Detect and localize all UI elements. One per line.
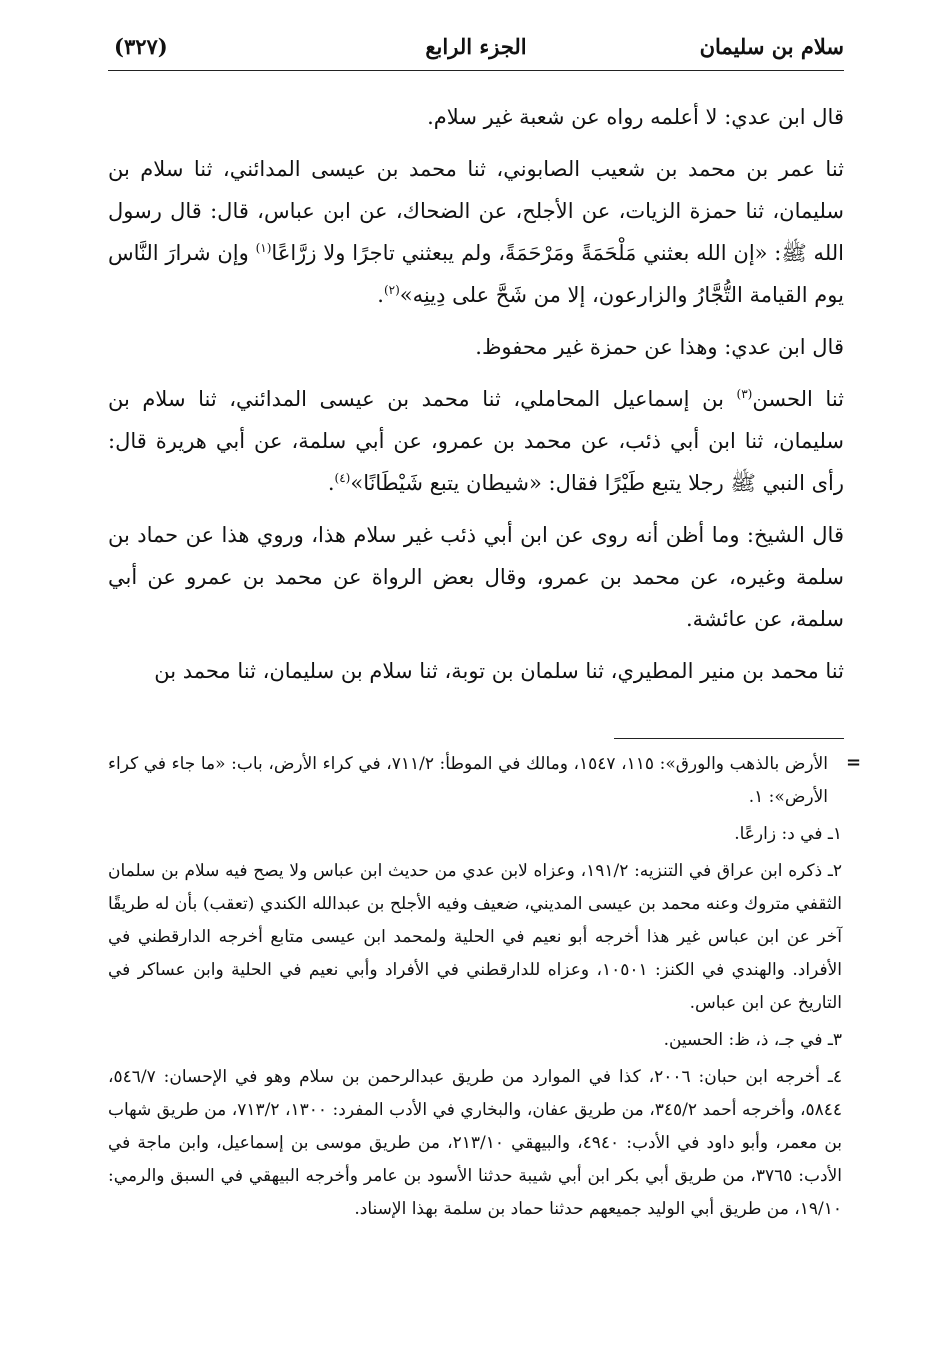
footnote-continuation-marker: = — [846, 752, 862, 773]
footnote-ref-3: (٣) — [736, 387, 753, 401]
paragraph-1: قال ابن عدي: لا أعلمه رواه عن شعبة غير سلام. — [427, 105, 844, 129]
paragraph-5: قال الشيخ: وما أظن أنه روى عن ابن أبي ذئب غير سلام هذا، وروي هذا عن حماد بن سلمة وغيره، عن محمد بن عمرو، وقال بعض الرواة عن محمد بن عمرو عن أبي سلمة، عن عائشة. — [108, 523, 844, 631]
footnote-separator — [614, 738, 844, 739]
paragraph-2 — [108, 148, 844, 316]
paragraph-6: ثنا محمد بن منير المطيري، ثنا سلمان بن توبة، ثنا سلام بن سليمان، ثنا محمد بن — [154, 659, 844, 683]
footnote-ref-1: (١) — [255, 241, 272, 255]
header-rule — [108, 70, 844, 71]
footnote-4: ٤ـ أخرجه ابن حبان: ٢٠٠٦، كذا في الموارد من طريق عبدالرحمن بن سلام وهو في الإحسان: ٥٤٦/٧، ٥٨٤٤، وأخرجه أحمد ٣٤٥/٢، من طريق عفان، والبخاري في الأدب المفرد: ١٣٠٠، ٧١٣/٢، من طريق شهاب بن معمر، وأبو داود في الأدب: ٤٩٤٠، والبيهقي ٢١٣/١٠، من طريق موسى بن إسماعيل، وابن ماجة في الأدب: ٣٧٦٥، من طريق أبي بكر ابن أبي شيبة حدثنا الأسود بن عامر وأخرجه البيهقي في السبق والرمي: ١٩/١٠، من طريق أبي الوليد جميعهم حدثنا حماد بن سلمة بهذا الإسناد. — [108, 1067, 842, 1219]
paragraph-2-text-b: وإن شرارَ النَّاس يوم القيامة التُّجَّارُ والزارعون، إلا من شَحَّ على دِينِه» — [108, 241, 844, 307]
footnote-2: ٢ـ ذكره ابن عراق في التنزيه: ١٩١/٢، وعزاه لابن عدي من حديث ابن عباس ولا يصح فيه سلام بن سلمان الثقفي متروك وعنه محمد بن عيسى المديني، ضعيف وفيه الأجلح بن عبدالله الكندي (تعقب) بأن له طريقًا آخر عن ابن عباس غير هذا أخرجه أبو نعيم في الحلية ولمحمد ابن عيسى متابع أخرجه الدارقطني في الأفراد. والهندي في الكنز: ١٠٥٠١، وعزاه للدارقطني في الأفراد وأبي نعيم في الحلية وابن عساكر في التاريخ عن ابن عباس. — [108, 861, 842, 1013]
header-volume-title: الجزء الرابع — [425, 34, 527, 59]
footnote-1: ١ـ في د: زارعًا. — [734, 824, 842, 844]
running-header — [108, 30, 844, 70]
header-chapter-title: سلام بن سليمان — [699, 34, 844, 59]
page-number: (٣٢٧) — [114, 34, 168, 59]
footnote-continued: الأرض بالذهب والورق»: ١١٥، ١٥٤٧، ومالك في الموطأ: ٧١١/٢، في كراء الأرض، باب: «ما جاء في كراء الأرض»: ١. — [108, 754, 829, 807]
paragraph-4-text-c: . — [327, 471, 335, 495]
paragraph-3: قال ابن عدي: وهذا عن حمزة غير محفوظ. — [475, 335, 844, 359]
paragraph-4-text-b: بن إسماعيل المحاملي، ثنا محمد بن عيسى المدائني، ثنا سلام بن سليمان، ثنا ابن أبي ذئب، عن محمد بن عمرو، عن أبي سلمة، عن أبي هريرة قال: رأى النبي ﷺ رجلا يتبع طَيْرًا فقال: «شيطان يتبع شَيْطَانًا» — [108, 387, 844, 495]
paragraph-4-text-a: ثنا الحسن — [752, 387, 844, 411]
main-text — [108, 96, 844, 702]
paragraph-4 — [108, 378, 844, 504]
footnotes — [108, 748, 842, 1230]
footnote-ref-4: (٤) — [334, 471, 351, 485]
paragraph-2-text-c: . — [377, 283, 384, 307]
footnote-ref-2: (٢) — [383, 283, 400, 297]
paragraph-2-text-a: ثنا عمر بن محمد بن شعيب الصابوني، ثنا محمد بن عيسى المدائني، ثنا سلام بن سليمان، ثنا حمزة الزيات، عن الأجلح، عن الضحاك، عن ابن عباس، قال: قال رسول الله ﷺ: «إن الله بعثني مَلْحَمَةً ومَرْحَمَةً، ولم يبعثني تاجرًا ولا زرَّاعًا — [108, 157, 845, 265]
footnote-3: ٣ـ في جـ، ذ، ظ: الحسين. — [663, 1030, 842, 1050]
